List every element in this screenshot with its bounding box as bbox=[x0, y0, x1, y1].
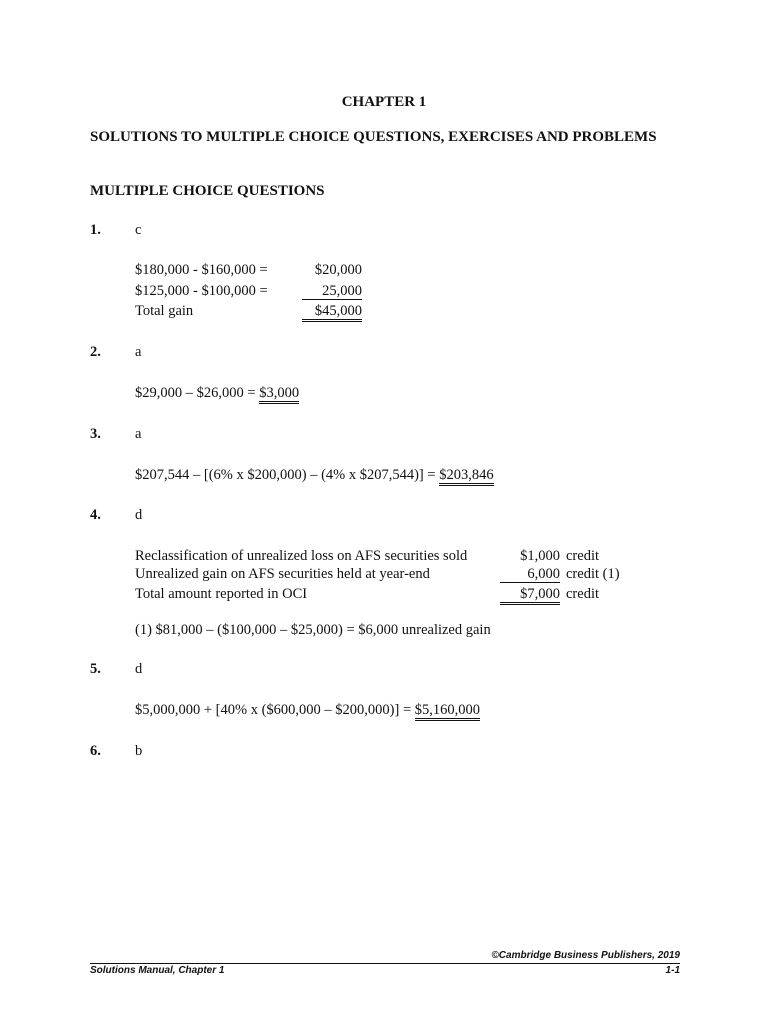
question-number: 3. bbox=[90, 426, 101, 442]
calc-amount: 25,000 bbox=[302, 284, 362, 300]
footnote: (1) $81,000 – ($100,000 – $25,000) = $6,000 unrealized gain bbox=[135, 622, 491, 638]
calc-expression: $207,544 – [(6% x $200,000) – (4% x $207,544)] = bbox=[135, 467, 440, 483]
footer-copyright: ©Cambridge Business Publishers, 2019 bbox=[491, 950, 680, 961]
calc-label: $180,000 - $160,000 = bbox=[135, 262, 268, 278]
page-subtitle: SOLUTIONS TO MULTIPLE CHOICE QUESTIONS, EXERCISES AND PROBLEMS bbox=[90, 129, 657, 145]
calc-total: $45,000 bbox=[302, 304, 362, 322]
question-answer: d bbox=[135, 661, 143, 677]
question-answer: a bbox=[135, 344, 142, 360]
oci-value bbox=[500, 586, 560, 605]
question-number: 5. bbox=[90, 661, 101, 677]
calc-label: Total gain bbox=[135, 303, 194, 319]
oci-value bbox=[500, 548, 560, 565]
question-number: 2. bbox=[90, 344, 101, 360]
calc-expression: $29,000 – $26,000 = bbox=[135, 385, 260, 401]
calc-value bbox=[302, 283, 362, 300]
oci-note: credit bbox=[566, 586, 600, 602]
calc-line bbox=[135, 467, 494, 484]
footer-page-number: 1-1 bbox=[665, 965, 680, 976]
question-number: 4. bbox=[90, 507, 101, 523]
page-title: CHAPTER 1 bbox=[341, 94, 427, 110]
oci-amount: 6,000 bbox=[500, 567, 560, 583]
question-number: 1. bbox=[90, 222, 101, 238]
footer-manual: Solutions Manual, Chapter 1 bbox=[90, 965, 225, 976]
oci-note: credit (1) bbox=[566, 566, 620, 582]
oci-value bbox=[500, 566, 560, 583]
calc-line bbox=[135, 702, 480, 719]
calc-expression: $5,000,000 + [40% x ($600,000 – $200,000)] = bbox=[135, 702, 415, 718]
section-heading: MULTIPLE CHOICE QUESTIONS bbox=[90, 183, 325, 199]
calc-value bbox=[302, 262, 362, 279]
question-answer: a bbox=[135, 426, 142, 442]
question-answer: d bbox=[135, 507, 143, 523]
calc-result: $3,000 bbox=[259, 385, 299, 404]
oci-amount: $1,000 bbox=[520, 548, 560, 564]
oci-label: Total amount reported in OCI bbox=[135, 586, 308, 602]
calc-result: $203,846 bbox=[439, 467, 493, 486]
question-answer: b bbox=[135, 743, 143, 759]
calc-result: $5,160,000 bbox=[415, 702, 480, 721]
oci-note: credit bbox=[566, 548, 600, 564]
question-answer: c bbox=[135, 222, 142, 238]
footer-divider bbox=[90, 963, 680, 964]
oci-label: Unrealized gain on AFS securities held at year-end bbox=[135, 566, 430, 582]
question-number: 6. bbox=[90, 743, 101, 759]
calc-line bbox=[135, 385, 299, 402]
oci-label: Reclassification of unrealized loss on AFS securities sold bbox=[135, 548, 468, 564]
calc-label: $125,000 - $100,000 = bbox=[135, 283, 268, 299]
calc-amount: $20,000 bbox=[314, 262, 362, 278]
calc-value bbox=[302, 303, 362, 322]
oci-total: $7,000 bbox=[500, 587, 560, 605]
